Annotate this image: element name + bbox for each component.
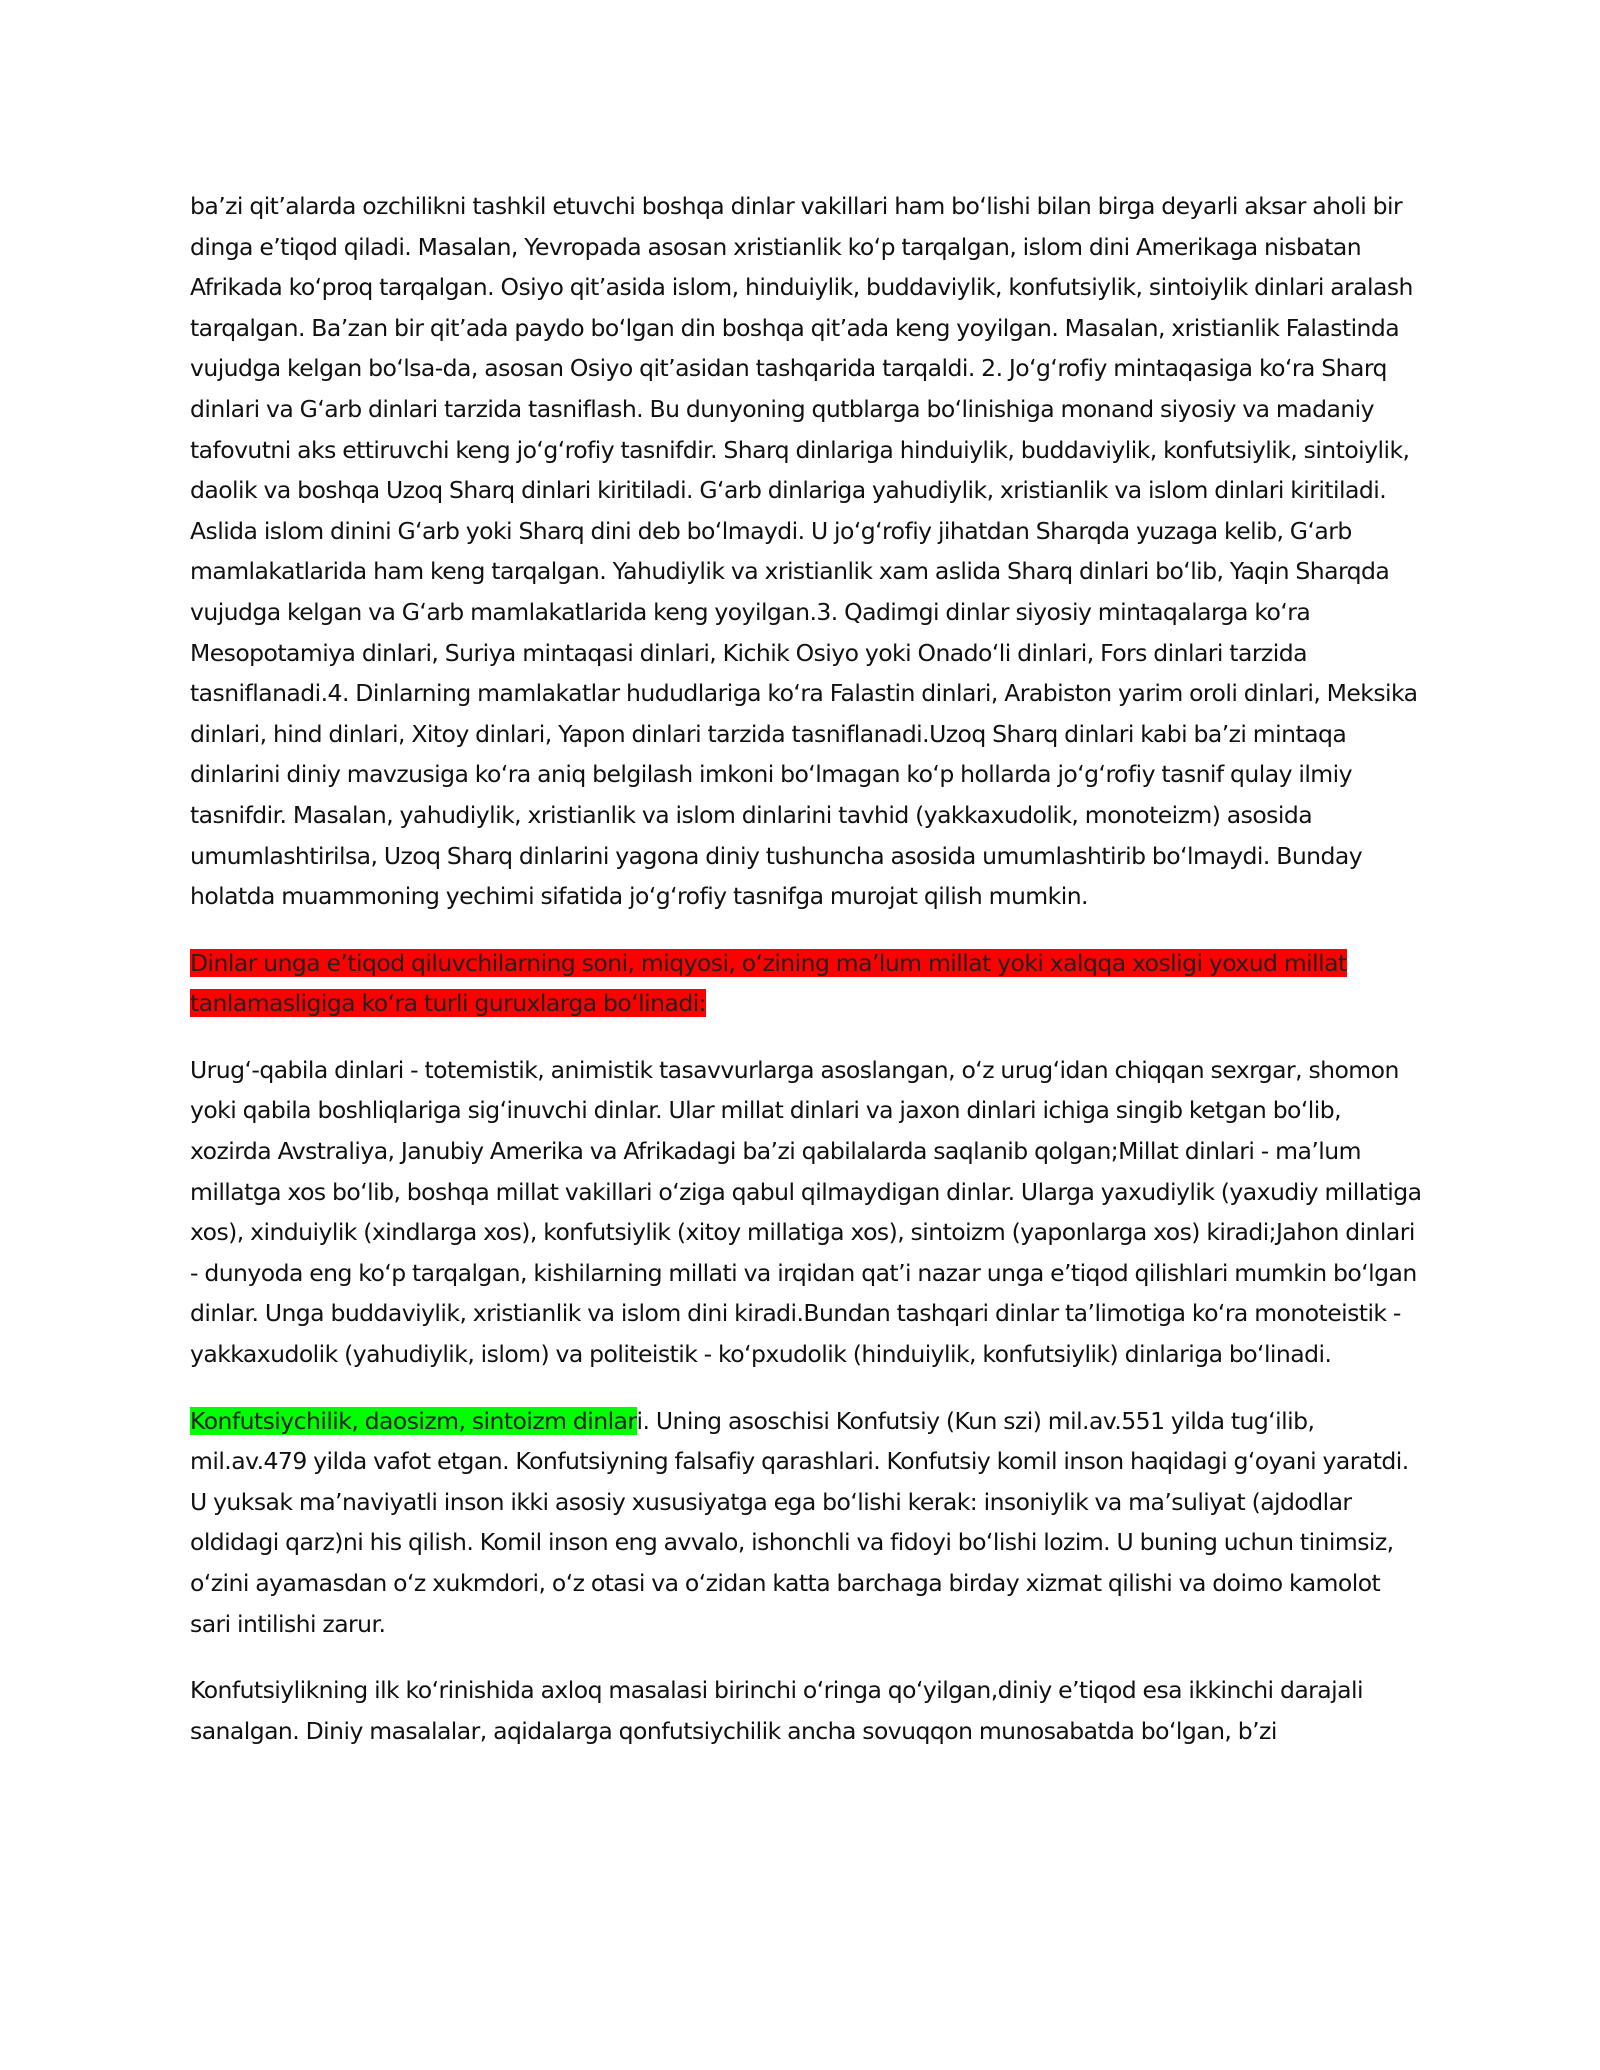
paragraph-2-highlighted-heading (190, 943, 1422, 1024)
paragraph-4 (190, 1401, 1422, 1645)
paragraph-3 (190, 1050, 1422, 1375)
paragraph-5 (190, 1670, 1422, 1751)
green-highlighted-text: Konfutsiychilik, daosizm, sintoizm dinlar (190, 1406, 637, 1435)
document-page (190, 186, 1422, 1777)
paragraph-5-text: Konfutsiylikning ilk koʻrinishida axloq masalasi birinchi oʻringa qoʻyilgan,diniy e’tiqod esa ikkinchi darajali sanalgan. Diniy masalalar, aqidalarga qonfutsiychilik ancha sovuqqon munosabatda boʻlgan, b’zi (190, 1676, 1363, 1745)
paragraph-4-text: i. Uning asoschisi Konfutsiy (Kun szi) mil.av.551 yilda tugʻilib, mil.av.479 yilda vafot etgan. Konfutsiyning falsafiy qarashlari. Konfutsiy komil inson haqidagi gʻoyani yaratdi. U yuksak ma’naviyatli inson ikki asosiy xususiyatga ega boʻlishi kerak: insoniylik va ma’suliyat (ajdodlar oldidagi qarz)ni his qilish. Komil inson eng avvalo, ishonchli va fidoyi boʻlishi lozim. U buning uchun tinimsiz, oʻzini ayamasdan oʻz xukmdori, oʻz otasi va oʻzidan katta barchaga birday xizmat qilishi va doimo kamolot sari intilishi zarur. (190, 1406, 1409, 1638)
red-highlighted-text: Dinlar unga e’tiqod qiluvchilarning soni, miqyosi, oʻzining ma’lum millat yoki xalqqa xosligi yoxud millat tanlamasligiga koʻra turli guruxlarga boʻlinadi: (190, 948, 1347, 1018)
paragraph-1-text: ba’zi qit’alarda ozchilikni tashkil etuvchi boshqa dinlar vakillari ham boʻlishi bilan birga deyarli aksar aholi bir dinga e’tiqod qiladi. Masalan, Yevropada asosan xristianlik koʻp tarqalgan, islom dini Amerikaga nisbatan Afrikada koʻproq tarqalgan. Osiyo qit’asida islom, hinduiylik, buddaviylik, konfutsiylik, sintoiylik dinlari aralash tarqalgan. Ba’zan bir qit’ada paydo boʻlgan din boshqa qit’ada keng yoyilgan. Masalan, xristianlik Falastinda vujudga kelgan boʻlsa-da, asosan Osiyo qit’asidan tashqarida tarqaldi. 2. Joʻgʻrofiy mintaqasiga koʻra Sharq dinlari va Gʻarb dinlari tarzida tasniflash. Bu dunyoning qutblarga boʻlinishiga monand siyosiy va madaniy tafovutni aks ettiruvchi keng joʻgʻrofiy tasnifdir. Sharq dinlariga hinduiylik, buddaviylik, konfutsiylik, sintoiylik, daolik va boshqa Uzoq Sharq dinlari kiritiladi. Gʻarb dinlariga yahudiylik, xristianlik va islom dinlari kiritiladi. Aslida islom dinini Gʻarb yoki Sharq dini deb boʻlmaydi. U joʻgʻrofiy jihatdan Sharqda yuzaga kelib, Gʻarb mamlakatlarida ham keng tarqalgan. Yahudiylik va xristianlik xam aslida Sharq dinlari boʻlib, Yaqin Sharqda vujudga kelgan va Gʻarb mamlakatlarida keng yoyilgan.3. Qadimgi dinlar siyosiy mintaqalarga koʻra Mesopotamiya dinlari, Suriya mintaqasi dinlari, Kichik Osiyo yoki Onadoʻli dinlari, Fors dinlari tarzida tasniflanadi.4. Dinlarning mamlakatlar hududlariga koʻra Falastin dinlari, Arabiston yarim oroli dinlari, Meksika dinlari, hind dinlari, Xitoy dinlari, Yapon dinlari tarzida tasniflanadi.Uzoq Sharq dinlari kabi ba’zi mintaqa dinlarini diniy mavzusiga koʻra aniq belgilash imkoni boʻlmagan koʻp hollarda joʻgʻrofiy tasnif qulay ilmiy tasnifdir. Masalan, yahudiylik, xristianlik va islom dinlarini tavhid (yakkaxudolik, monoteizm) asosida umumlashtirilsa, Uzoq Sharq dinlarini yagona diniy tushuncha asosida umumlashtirib boʻlmaydi. Bunday holatda muammoning yechimi sifatida joʻgʻrofiy tasnifga murojat qilish mumkin. (190, 192, 1418, 911)
paragraph-3-text: Urugʻ-qabila dinlari - totemistik, animistik tasavvurlarga asoslangan, oʻz urugʻidan chiqqan sexrgar, shomon yoki qabila boshliqlariga sigʻinuvchi dinlar. Ular millat dinlari va jaxon dinlari ichiga singib ketgan boʻlib, xozirda Avstraliya, Janubiy Amerika va Afrikadagi ba’zi qabilalarda saqlanib qolgan;Millat dinlari - ma’lum millatga xos boʻlib, boshqa millat vakillari oʻziga qabul qilmaydigan dinlar. Ularga yaxudiylik (yaxudiy millatiga xos), xinduiylik (xindlarga xos), konfutsiylik (xitoy millatiga xos), sintoizm (yaponlarga xos) kiradi;Jahon dinlari - dunyoda eng koʻp tarqalgan, kishilarning millati va irqidan qat’i nazar unga e’tiqod qilishlari mumkin boʻlgan dinlar. Unga buddaviylik, xristianlik va islom dini kiradi.Bundan tashqari dinlar ta’limotiga koʻra monoteistik - yakkaxudolik (yahudiylik, islom) va politeistik - koʻpxudolik (hinduiylik, konfutsiylik) dinlariga boʻlinadi. (190, 1055, 1422, 1369)
paragraph-1 (190, 186, 1422, 917)
